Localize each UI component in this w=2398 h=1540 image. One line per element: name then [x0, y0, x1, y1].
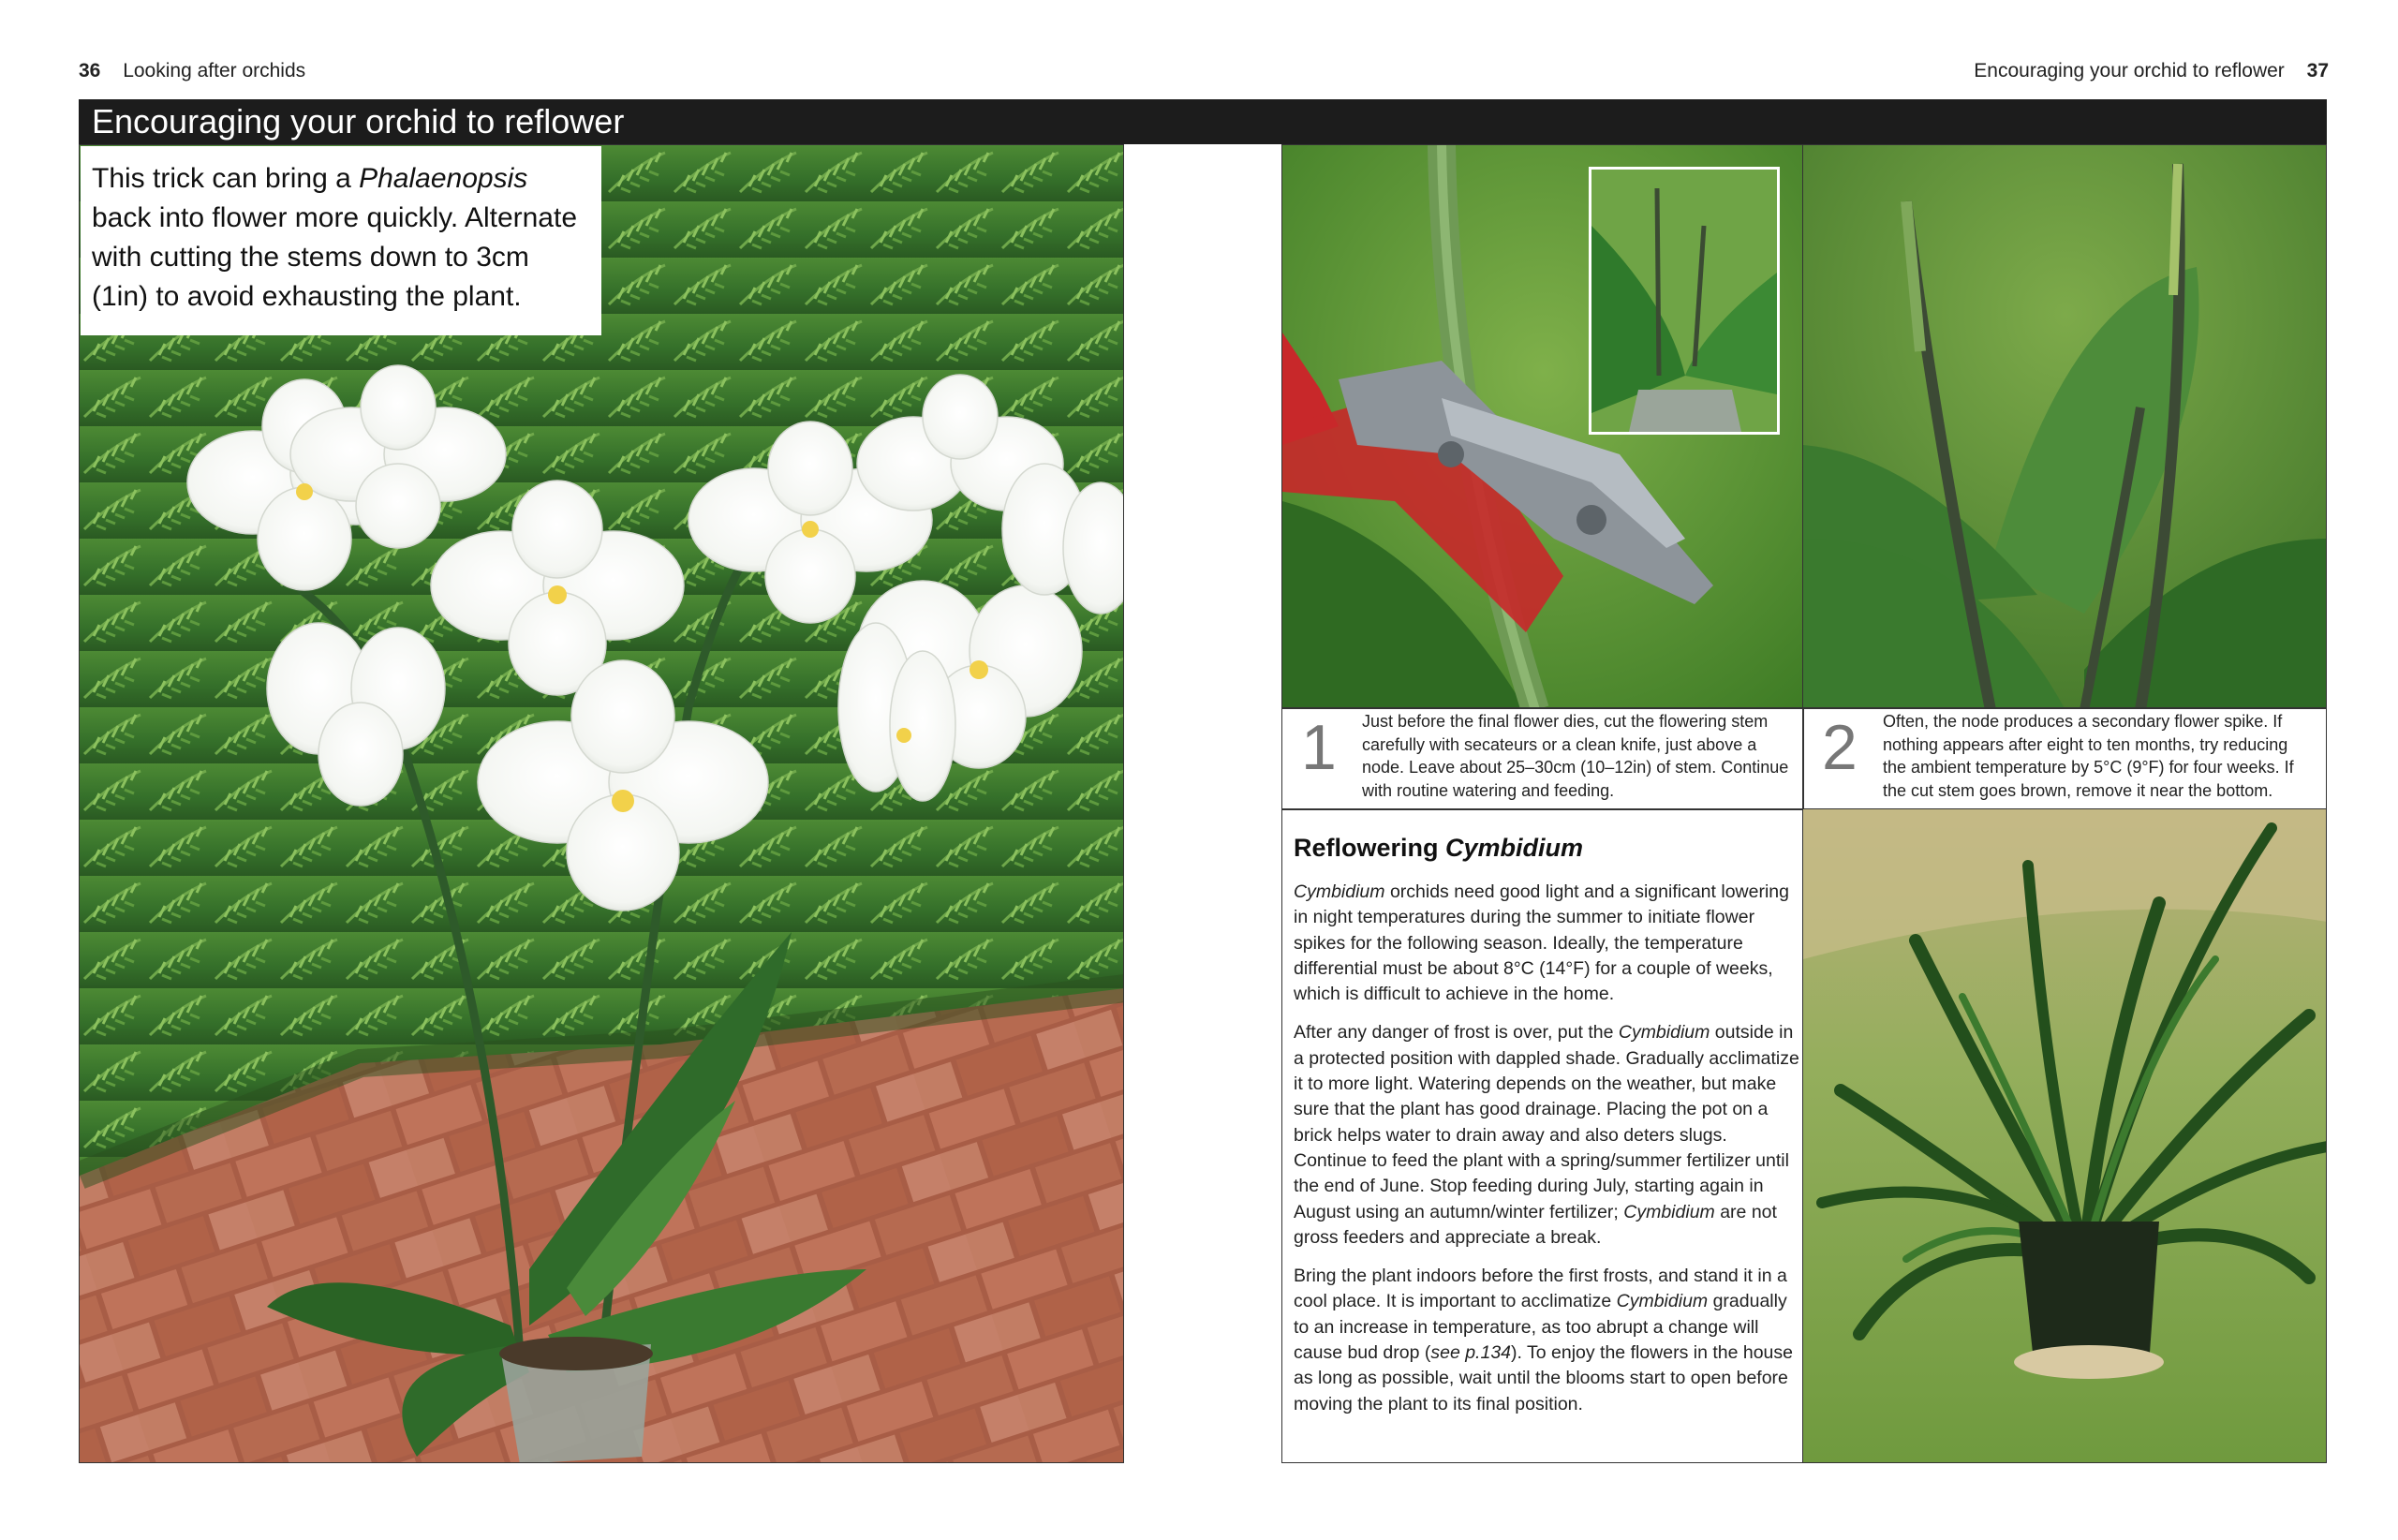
left-folio [79, 60, 305, 82]
cymbidium-photo [1802, 808, 2327, 1463]
p3-genus: Cymbidium [1616, 1291, 1709, 1312]
intro-box [81, 146, 601, 335]
p1-genus: Cymbidium [1294, 881, 1385, 902]
left-running-head: Looking after orchids [123, 60, 306, 81]
step-2-number: 2 [1822, 712, 1858, 783]
flower-spike-illustration [1803, 145, 2327, 709]
right-running-head: Encouraging your orchid to reflower [1974, 60, 2285, 81]
step-1-text: Just before the final flower dies, cut the flowering stem carefully with secateurs or a clean knife, just above a node. Leave about 25–30cm (10–12in) of stem. Continue with routine watering and feeding. [1362, 712, 1789, 800]
intro-text-start: This trick can bring a [92, 163, 360, 194]
cymbidium-paragraph-1 [1294, 880, 1799, 1007]
left-page-number: 36 [79, 60, 101, 81]
p2-text-2: outside in a protected position with dappled shade. Gradually acclimatize it to more light. Watering depends on the weather, but make sure that the plant has good drainage. Placing the pot on a brick helps water to drain away and also deters slugs. Continue to feed the plant with a spring/summer fertilizer until the end of June. Stop feeding during July, starting again in August using an autumn/winter fertilizer; [1294, 1022, 1799, 1222]
cymbidium-heading [1294, 834, 1799, 863]
cymbidium-panel [1281, 808, 1804, 1463]
phalaenopsis-photo [79, 144, 1124, 1463]
right-page-number: 37 [2306, 60, 2329, 81]
cymbidium-heading-genus: Cymbidium [1445, 834, 1584, 862]
right-folio [1974, 60, 2329, 82]
inset-plant-illustration [1591, 170, 1777, 432]
step-1-caption [1281, 707, 1804, 810]
p1-text: orchids need good light and a significant lowering in night temperatures during the summer to initiate flower spikes for the following season. Ideally, the temperature differential must be about 8°C (14°F) for a couple of weeks, which is difficult to achieve in the home. [1294, 881, 1789, 1005]
p3-text-2: gradually to an increase in temperature, as too abrupt a change will cause bud drop ( [1294, 1291, 1787, 1364]
intro-genus: Phalaenopsis [359, 163, 528, 194]
p2-text-3: are not gross feeders and appreciate a break. [1294, 1201, 1777, 1248]
p3-text-3: ). To enjoy the flowers in the house as long as possible, wait until the blooms start to open before moving the plant to its final position. [1294, 1342, 1793, 1414]
p2-genus-1: Cymbidium [1618, 1022, 1710, 1044]
p2-text-1: After any danger of frost is over, put the [1294, 1022, 1619, 1044]
cymbidium-paragraph-2 [1294, 1020, 1799, 1251]
p3-cross-reference: see p.134 [1430, 1342, 1512, 1364]
intro-text-end: back into flower more quickly. Alternate with cutting the stems down to 3cm (1in) to avoid exhausting the plant. [92, 202, 578, 312]
step-1-inset-photo [1589, 167, 1780, 435]
step-2-caption [1802, 707, 2327, 810]
cymbidium-paragraph-3 [1294, 1264, 1799, 1417]
step-2-photo [1802, 144, 2327, 709]
page-title: Encouraging your orchid to reflower [92, 102, 625, 141]
step-1-number: 1 [1301, 712, 1337, 783]
step-2-text: Often, the node produces a secondary flower spike. If nothing appears after eight to ten months, try reducing the ambient temperature by 5°C (9°F) for four weeks. If the cut stem goes brown, remove it near the bottom. [1883, 712, 2294, 800]
cymbidium-illustration [1803, 809, 2327, 1463]
cymbidium-heading-text: Reflowering [1294, 834, 1446, 862]
phalaenopsis-illustration [80, 145, 1124, 1463]
p2-genus-2: Cymbidium [1623, 1201, 1715, 1222]
p3-text-1: Bring the plant indoors before the first frosts, and stand it in a cool place. It is important to acclimatize [1294, 1266, 1787, 1312]
cymbidium-content [1294, 834, 1799, 1430]
